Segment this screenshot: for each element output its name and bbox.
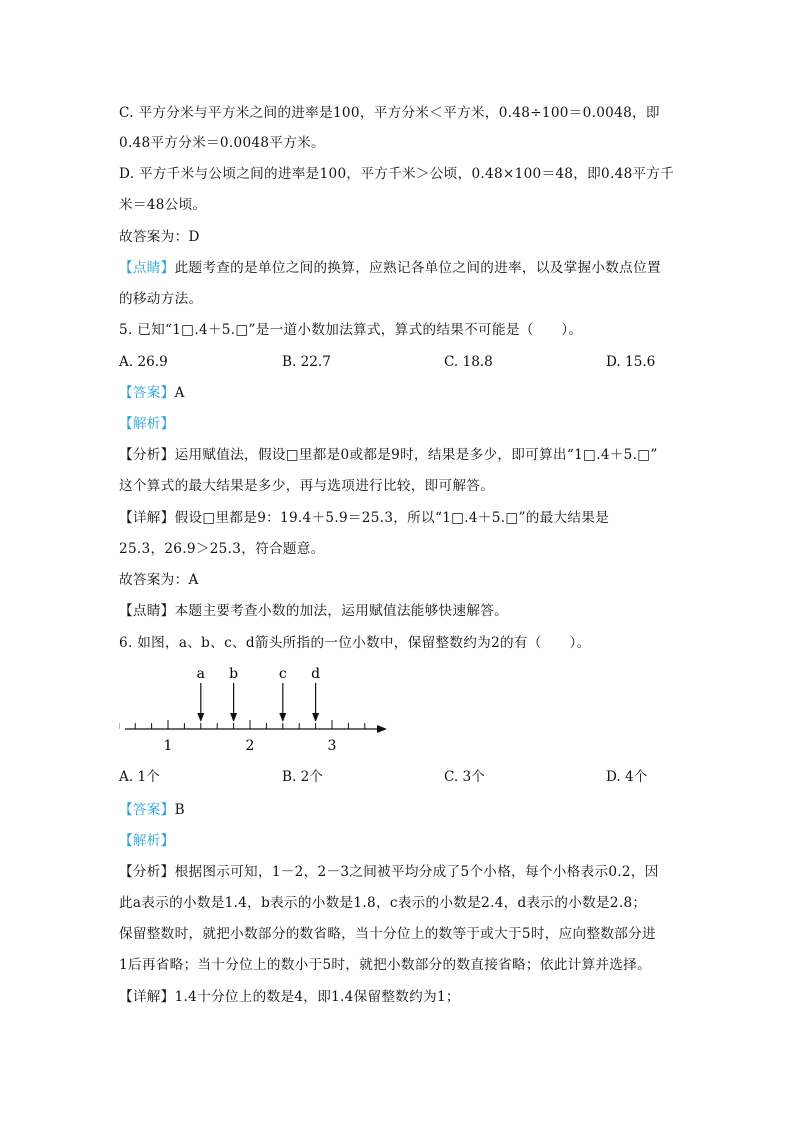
fenxi-text: 运用赋值法，假设□里都是0或都是9时，结果是多少，即可算出“1□.4＋5.□”: [174, 447, 658, 463]
q5-xiangjie-line-1: [119, 508, 609, 528]
q6-fenxi-line-1: [119, 862, 659, 882]
arrow-head: [197, 713, 204, 722]
q5-fenxi-line-2: 这个算式的最大结果是多少，再与选项进行比较，即可解答。: [119, 478, 495, 494]
q6-fenxi-line-3: 保留整数时，就把小数部分的数省略，当十分位上的数等于或大于5时，应向整数部分进: [119, 926, 656, 942]
q6-option-b: B. 2个: [282, 769, 323, 785]
q5-option-a: A. 26.9: [119, 354, 168, 370]
q5-option-b: B. 22.7: [282, 354, 331, 370]
arrow-head: [230, 713, 237, 722]
q5-xiangjie-line-2: 25.3，26.9＞25.3，符合题意。: [119, 541, 325, 557]
xiangjie-tag: 【详解】: [119, 510, 175, 526]
arrow-a: [197, 666, 205, 722]
number-line-tick-labels: [164, 738, 337, 754]
arrow-label: d: [311, 666, 321, 682]
dianjing-tag: 【点睛】: [119, 260, 175, 276]
dianjing-4-line-2: 的移动方法。: [119, 291, 203, 307]
arrow-label: c: [278, 666, 287, 682]
number-line-arrowhead: [377, 725, 387, 733]
fenxi-tag: 【分析】: [119, 864, 175, 880]
option-d-line-2: 米＝48公顷。: [119, 197, 207, 213]
question-6: 6. 如图，a、b、c、d箭头所指的一位小数中，保留整数约为2的有（ ）。: [119, 635, 591, 651]
arrow-label: a: [196, 666, 205, 682]
answer-value: A: [174, 385, 185, 401]
q5-answer-2: 故答案为：A: [119, 572, 199, 588]
answer-4: 故答案为：D: [119, 229, 200, 245]
q5-option-d: D. 15.6: [606, 354, 656, 370]
q6-answer: [119, 800, 185, 820]
number-line-figure: [119, 663, 389, 758]
arrow-d: [311, 666, 320, 722]
option-c-line-1: C. 平方分米与平方米之间的进率是100，平方分米＜平方米，0.48÷100＝0.0048，即: [119, 105, 660, 121]
number-line-arrows: [197, 666, 320, 722]
fenxi-text: 根据图示可知，1－2，2－3之间被平均分成了5个小格，每个小格表示0.2，因: [174, 864, 659, 880]
arrow-head: [312, 713, 319, 722]
option-c-line-2: 0.48平方分米＝0.0048平方米。: [119, 135, 325, 151]
q6-option-a: A. 1个: [119, 769, 160, 785]
q6-xiangjie-line-1: [119, 987, 460, 1007]
q5-answer: [119, 383, 185, 403]
q5-dianjing: [119, 601, 508, 621]
tick-label: 1: [163, 738, 173, 754]
xiangjie-text: 假设□里都是9：19.4＋5.9＝25.3，所以“1□.4＋5.□”的最大结果是: [174, 510, 610, 526]
dianjing-text: 此题考查的是单位之间的换算，应熟记各单位之间的进率，以及掌握小数点位置: [174, 260, 661, 276]
dianjing-tag: 【点睛】: [119, 603, 175, 619]
question-5: 5. 已知“1□.4＋5.□”是一道小数加法算式，算式的结果不可能是（ ）。: [119, 322, 583, 338]
q5-option-c: C. 18.8: [444, 354, 493, 370]
dianjing-text: 本题主要考查小数的加法，运用赋值法能够快速解答。: [174, 603, 509, 619]
arrow-head: [279, 713, 286, 722]
number-line-ticks: [119, 720, 365, 729]
answer-tag: 【答案】: [119, 385, 175, 401]
tick-label: 3: [327, 738, 337, 754]
fenxi-tag: 【分析】: [119, 447, 175, 463]
q5-fenxi-line-1: [119, 445, 658, 465]
tick-label: 2: [245, 738, 255, 754]
q6-fenxi-line-4: 1后再省略；当十分位上的数小于5时，就把小数部分的数直接省略；依此计算并选择。: [119, 957, 651, 973]
arrow-c: [279, 666, 287, 722]
q6-fenxi-line-2: 此a表示的小数是1.4，b表示的小数是1.8，c表示的小数是2.4，d表示的小数是2.8；: [119, 895, 647, 911]
answer-value: B: [174, 802, 185, 818]
q6-option-c: C. 3个: [444, 769, 485, 785]
xiangjie-text: 1.4十分位上的数是4，即1.4保留整数约为1；: [174, 989, 460, 1005]
q5-jiexi-tag: 【解析】: [119, 416, 175, 432]
option-d-line-1: D. 平方千米与公顷之间的进率是100，平方千米＞公顷，0.48×100＝48，即0.48平方千: [119, 166, 675, 182]
xiangjie-tag: 【详解】: [119, 989, 175, 1005]
answer-tag: 【答案】: [119, 802, 175, 818]
q6-option-d: D. 4个: [606, 769, 648, 785]
arrow-b: [229, 666, 238, 722]
q6-jiexi-tag: 【解析】: [119, 833, 175, 849]
arrow-label: b: [229, 666, 239, 682]
dianjing-4-line-1: [119, 258, 661, 278]
